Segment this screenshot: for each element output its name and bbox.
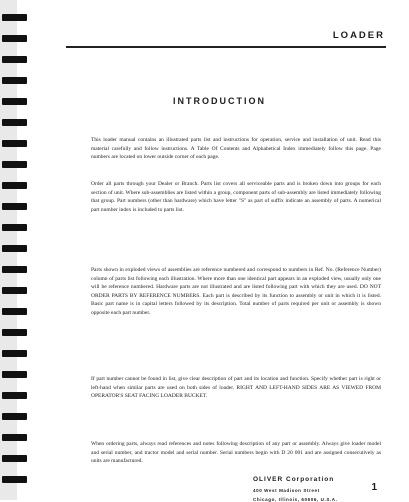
- company-address-line2: Chicago, Illinois, 60606, U.S.A.: [253, 497, 338, 502]
- paragraph-manual-contents: This loader manual contains an illustrated parts list and instructions for operation, service and installation of unit. Read this material carefully and follow instructions. A Table Of Contents and Alphabetical Index immediately follow this page. Page numbers are located on lower outside corner of each page.: [91, 137, 381, 161]
- binding-hole: [2, 392, 27, 399]
- binding-hole: [2, 245, 27, 252]
- binding-hole: [2, 455, 27, 462]
- paragraph-exploded-views: Parts shown in exploded views of assemblies are reference numbered and correspond to numbers in Ref. No. (Reference Number) column of parts list following each illustration. Where more than one identical part appears in an exploded view, usually only one will be reference numbered. Hardware parts are not illustrated and are listed following part with which they are used. DO NOT ORDER PARTS BY REFERENCE NUMBERS. Each part is described by its function to assembly or unit in which it is listed. Basic part name is in capital letters followed by its description. Total number of parts required per unit or assembly is shown opposite each part number.: [91, 267, 381, 316]
- binding-hole: [2, 56, 27, 63]
- header-title: LOADER: [332, 30, 385, 41]
- binding-hole: [2, 266, 27, 273]
- binding-hole: [2, 329, 27, 336]
- binding-hole: [2, 203, 27, 210]
- binding-hole: [2, 413, 27, 420]
- binding-hole: [2, 35, 27, 42]
- binding-hole: [2, 14, 27, 21]
- paragraph-ordering-parts: Order all parts through your Dealer or Branch. Parts list covers all serviceable parts and is broken down into groups for each section of unit. Where sub-assemblies are listed within a group, component parts of sub-assembly are listed immediately following that group. Part numbers (other than hardware) which have letter "S" as part of suffix indicate an assembly of parts. A numerical part number index is included to parts list.: [91, 181, 381, 213]
- spiral-binding: [0, 0, 30, 500]
- binding-hole: [2, 119, 27, 126]
- company-address-line1: 400 West Madison Street: [253, 488, 320, 493]
- binding-hole: [2, 224, 27, 231]
- binding-hole: [2, 182, 27, 189]
- binding-hole: [2, 371, 27, 378]
- binding-hole: [2, 308, 27, 315]
- binding-hole: [2, 77, 27, 84]
- binding-hole: [2, 161, 27, 168]
- company-name: OLIVER Corporation: [253, 476, 335, 483]
- binding-hole: [2, 434, 27, 441]
- introduction-heading: INTRODUCTION: [173, 96, 266, 106]
- page-number: 1: [371, 482, 377, 493]
- paragraph-part-not-found: If part number cannot be found in list, give clear description of part and its location and function. Specify whether part is right or left-hand when similar parts are used on both sides of loader. RIGHT AND LEFT-HAND SIDES ARE AS VIEWED FROM OPERATOR'S SEAT FACING LOADER BUCKET.: [91, 376, 381, 400]
- header-rule: [66, 46, 386, 48]
- paragraph-ordering-notes: When ordering parts, always read references and notes following description of any part or assembly. Always give loader model and serial number, and tractor model and serial number. Serial numbers begin with D 20 001 and are assigned consecutively as units are manufactured.: [91, 441, 381, 465]
- binding-hole: [2, 476, 27, 483]
- binding-hole: [2, 140, 27, 147]
- binding-hole: [2, 350, 27, 357]
- binding-hole: [2, 287, 27, 294]
